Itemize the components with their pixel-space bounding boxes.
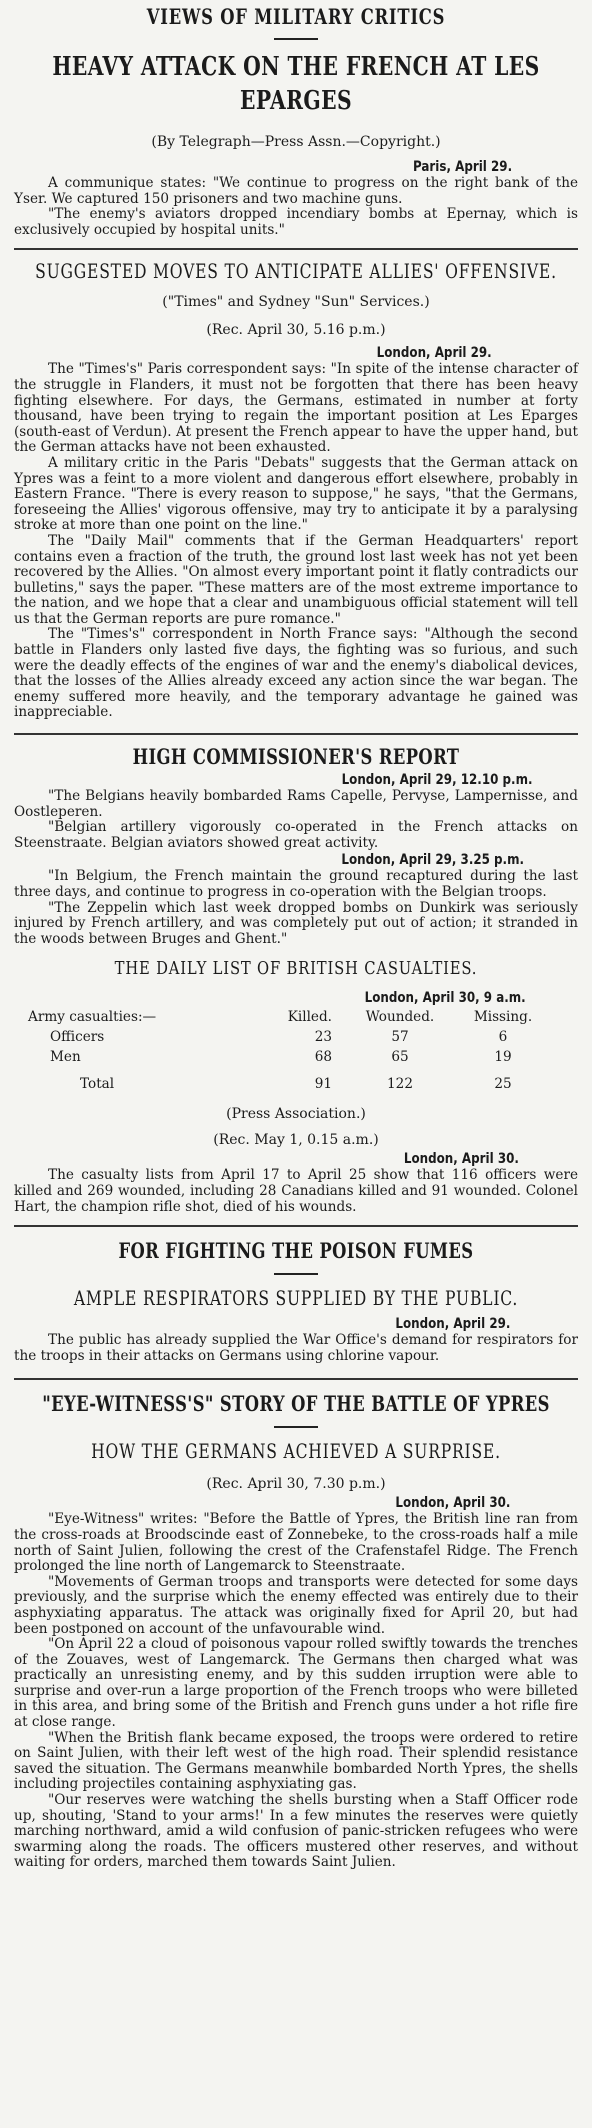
table-row [28,1047,558,1067]
dateline: London, April 29. [395,1316,511,1333]
paragraph: "Belgian artillery vigorously co-operated in the French attacks on Steenstraate. Belgian aviators showed great activity. [14,819,578,851]
dateline: London, April 29, 3.25 p.m. [341,852,524,869]
dateline: London, April 29, 12.10 p.m. [341,772,533,789]
headline-high-commissioner: HIGH COMMISSIONER'S REPORT [132,744,460,770]
table-cell: 19 [494,1049,512,1066]
paragraph: "When the British flank became exposed, the troops were ordered to retire on Saint Julien, with their left west of the high road. Their splendid resistance saved the situation. The Germans meanwhile bombarded North Ypres, the shells including projectiles containing asphyxiating gas. [14,1729,578,1793]
headline-heavy-attack: HEAVY ATTACK ON THE FRENCH AT LES EPARGES [52,52,540,116]
paragraph: "Eye-Witness" writes: "Before the Battle of Ypres, the British line ran from the cross-roads at Broodscinde east of Zonnebeke, to the cross-roads half a mile north of Saint Julien, following the crest of the Crafenstafel Ridge. The French prolonged the line north of Langemarck to Steenstraate. [14,1511,578,1575]
dateline: London, April 30. [403,1151,519,1168]
paragraph: A communique states: "We continue to progress on the right bank of the Yser. We captured 150 prisoners and two machine guns. [14,175,578,207]
credit-line: (By Telegraph—Press Assn.—Copyright.) [151,134,441,150]
paragraph: The casualty lists from April 17 to April 25 show that 116 officers were killed and 269 wounded, including 28 Canadians killed and 91 wounded. Colonel Hart, the champion rifle shot, died of his wounds. [14,1167,578,1215]
table-header-row [28,1007,558,1027]
subheadline-respirators: AMPLE RESPIRATORS SUPPLIED BY THE PUBLIC. [73,1286,519,1311]
paragraph: "Movements of German troops and transports were detected for some days previously, and the surprise which the enemy effected was entirely due to their asphyxiating apparatus. The attack was originally fixed for April 20, but had been postponed on account of the unfavourable wind. [14,1573,578,1637]
column-header: Wounded. [365,1009,435,1026]
paragraph: "Our reserves were watching the shells bursting when a Staff Officer rode up, shouting, 'Stand to your arms!' In a few minutes the reserves were quietly marching northward, amid a wild confusion of panic-stricken refugees who were swarming along the roads. The officers mustered other reserves, and without waiting for orders, marched them towards Saint Julien. [14,1792,578,1871]
table-cell: 122 [387,1076,413,1093]
section-title: VIEWS OF MILITARY CRITICS [146,4,446,29]
paragraph: "In Belgium, the French maintain the ground recaptured during the last three days, and continue to progress in co-operation with the Belgian troops. [14,868,578,900]
received-line: (Rec. April 30, 5.16 p.m.) [206,322,386,339]
paragraph: The "Times's" correspondent in North France says: "Although the second battle in Flanders only lasted five days, the fighting was so furious, and such were the deadly effects of the engines of war and the enemy's diabolical devices, that the losses of the Allies already exceed any action since the war began. The enemy suffered more heavily, and the temporary advantage he gained was inappreciable. [14,626,578,721]
received-line: (Rec. May 1, 0.15 a.m.) [213,1132,379,1149]
divider [274,1273,318,1275]
column-header: Killed. [287,1009,332,1026]
table-row [28,1027,558,1047]
table-cell: 57 [391,1029,409,1046]
table-cell: 91 [314,1076,332,1093]
paragraph: "On April 22 a cloud of poisonous vapour rolled swiftly towards the trenches of the Zouaves, west of Langemarck. The Germans then charged what was practically an unresisting enemy, and by this sudden irruption were able to surprise and over-run a large proportion of the French troops who were billeted in this area, and bring some of the British and French guns under a hot rifle fire at close range. [14,1636,578,1731]
table-cell: 25 [494,1076,512,1093]
table-cell: Army casualties:— [28,1009,157,1026]
column-header: Missing. [473,1009,533,1026]
press-line: (Press Association.) [226,1106,366,1123]
divider [274,38,318,40]
paragraph: "The enemy's aviators dropped incendiary bombs at Epernay, which is exclusively occupied by hospital units." [14,206,578,238]
casualties-table [28,1007,558,1094]
divider [274,1426,318,1428]
headline-eye-witness: "EYE-WITNESS'S" STORY OF THE BATTLE OF YPRES [42,1391,550,1417]
dateline: London, April 30, 9 a.m. [364,990,526,1007]
paragraph: A military critic in the Paris "Debats" suggests that the German attack on Ypres was a feint to a more violent and dangerous effort elsewhere, probably in Eastern France. "There is every reason to suppose," he says, "that the Germans, foreseeing the Allies' vigorous offensive, may try to anticipate it by a paralysing stroke at more than one point on the line." [14,454,578,534]
services-line: ("Times" and Sydney "Sun" Services.) [162,294,430,311]
table-cell: 23 [314,1029,332,1046]
paragraph: The public has already supplied the War Office's demand for respirators for the troops in their attacks on Germans using chlorine vapour. [14,1332,578,1364]
paragraph: The "Times's" Paris correspondent says: "In spite of the intense character of the struggle in Flanders, it must not be forgotten that there has been heavy fighting elsewhere. For days, the Germans, estimated in number at forty thousand, have been trying to regain the important position at Les Eparges (south-east of Verdun). At present the French appear to have the upper hand, but the German attacks have not been exhausted. [14,361,578,456]
table-cell: Men [50,1049,81,1066]
subheadline-surprise: HOW THE GERMANS ACHIEVED A SURPRISE. [91,1439,501,1464]
table-cell: 65 [391,1049,409,1066]
paragraph: The "Daily Mail" comments that if the German Headquarters' report contains even a fraction of the truth, the ground lost last week has not yet been recovered by the Allies. "On almost every important point it flatly contradicts our bulletins," says the paper. "These matters are of the most extreme importance to the nation, and we hope that a clear and unambiguous official statement will tell us that the German reports are pure romance." [14,532,578,627]
dateline: Paris, April 29. [412,159,513,175]
received-line: (Rec. April 30, 7.30 p.m.) [206,1476,386,1493]
table-cell: 68 [314,1049,332,1066]
table-cell: Total [80,1076,115,1093]
dateline: London, April 29. [376,345,492,362]
headline-poison-fumes: FOR FIGHTING THE POISON FUMES [118,1238,474,1264]
table-cell: 6 [498,1029,508,1046]
headline-suggested-moves: SUGGESTED MOVES TO ANTICIPATE ALLIES' OFFENSIVE. [35,259,557,284]
table-row-total [28,1067,558,1094]
paragraph: "The Belgians heavily bombarded Rams Capelle, Pervyse, Lampernisse, and Oostleperen. [14,788,578,820]
casualties-headline: THE DAILY LIST OF BRITISH CASUALTIES. [114,958,478,980]
dateline: London, April 30. [395,1495,511,1512]
paragraph: "The Zeppelin which last week dropped bombs on Dunkirk was seriously injured by French artillery, and was completely put out of action; it stranded in the woods between Bruges and Ghent." [14,899,578,947]
table-cell: Officers [50,1029,105,1046]
